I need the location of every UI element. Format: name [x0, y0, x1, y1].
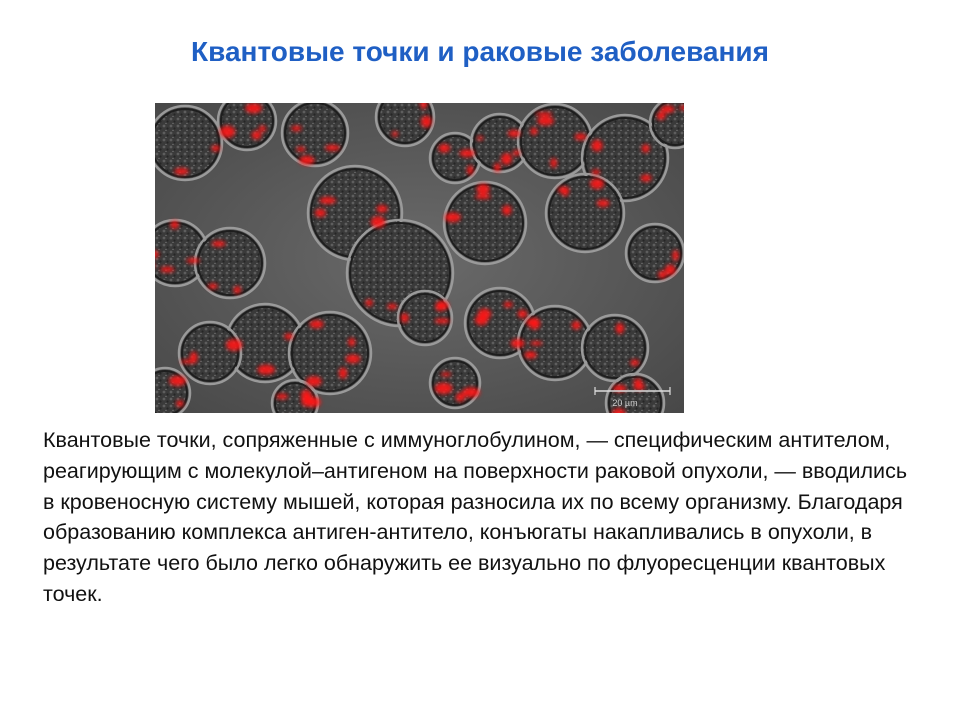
- quantum-dot-fluorescence: [296, 147, 305, 152]
- body-paragraph: Квантовые точки, сопряженные с иммуноглобулином, — специфическим антителом, реагирующим с молекулой–антигеном на поверхности раковой опухоли, — вводились в кровеносную систему мышей, которая разносила их по всему организму. Благодаря образованию комплекса антиген-антитело, конъюгаты накапливались в опухоли, в результате чего было легко обнаружить ее визуально по флуоресценции квантовых точек.: [43, 428, 908, 606]
- quantum-dot-fluorescence: [661, 105, 675, 113]
- cell-micrograph: [155, 103, 684, 413]
- quantum-dot-fluorescence: [462, 387, 480, 397]
- quantum-dot-fluorescence: [590, 178, 604, 189]
- quantum-dot-fluorescence: [477, 136, 484, 140]
- quantum-dot-fluorescence: [439, 144, 451, 153]
- quantum-dot-fluorescence: [291, 126, 302, 132]
- quantum-dot-fluorescence: [494, 163, 501, 172]
- quantum-dot-fluorescence: [259, 126, 266, 132]
- quantum-dot-fluorescence: [502, 205, 511, 215]
- cell: [585, 318, 645, 378]
- quantum-dot-fluorescence: [665, 265, 676, 276]
- quantum-dot-fluorescence: [436, 301, 449, 311]
- quantum-dot-fluorescence: [592, 140, 603, 152]
- quantum-dot-fluorescence: [421, 116, 432, 128]
- quantum-dot-fluorescence: [220, 126, 236, 138]
- microscopy-image: [155, 103, 684, 413]
- quantum-dot-fluorescence: [315, 209, 326, 217]
- quantum-dot-fluorescence: [633, 379, 642, 385]
- quantum-dot-fluorescence: [170, 221, 178, 229]
- quantum-dot-fluorescence: [174, 168, 189, 175]
- quantum-dot-fluorescence: [180, 360, 195, 364]
- quantum-dot-fluorescence: [234, 286, 242, 294]
- quantum-dot-fluorescence: [508, 130, 521, 137]
- quantum-dot-fluorescence: [475, 195, 491, 199]
- quantum-dot-fluorescence: [435, 383, 453, 394]
- cell: [198, 231, 262, 295]
- quantum-dot-fluorescence: [365, 299, 373, 306]
- quantum-dot-fluorescence: [186, 258, 200, 263]
- quantum-dot-fluorescence: [176, 400, 184, 407]
- quantum-dot-fluorescence: [435, 318, 450, 323]
- cell: [285, 103, 345, 163]
- quantum-dot-fluorescence: [301, 390, 312, 400]
- quantum-dot-fluorescence: [348, 338, 355, 347]
- quantum-dot-fluorescence: [504, 302, 513, 308]
- quantum-dot-fluorescence: [526, 318, 539, 326]
- quantum-dot-fluorescence: [310, 320, 324, 328]
- quantum-dot-fluorescence: [376, 205, 387, 213]
- quantum-dot-fluorescence: [441, 372, 451, 376]
- quantum-dot-fluorescence: [524, 351, 537, 358]
- quantum-dot-fluorescence: [550, 158, 557, 168]
- quantum-dot-fluorescence: [169, 376, 186, 386]
- quantum-dot-fluorescence: [387, 304, 397, 310]
- quantum-dot-fluorescence: [558, 187, 570, 194]
- quantum-dot-fluorescence: [212, 241, 226, 247]
- cell: [155, 109, 219, 177]
- slide-title: Квантовые точки и раковые заболевания: [191, 36, 769, 67]
- quantum-dot-fluorescence: [592, 169, 601, 174]
- quantum-dot-fluorescence: [672, 250, 678, 261]
- quantum-dot-fluorescence: [597, 200, 610, 207]
- quantum-dot-fluorescence: [371, 216, 386, 228]
- quantum-dot-fluorescence: [306, 376, 322, 386]
- cell: [182, 325, 238, 381]
- quantum-dot-fluorescence: [467, 165, 473, 175]
- quantum-dot-fluorescence: [319, 197, 336, 204]
- quantum-dot-fluorescence: [325, 145, 340, 151]
- quantum-dot-fluorescence: [641, 175, 652, 182]
- quantum-dot-fluorescence: [392, 131, 398, 136]
- quantum-dot-fluorescence: [575, 133, 587, 140]
- quantum-dot-fluorescence: [252, 131, 262, 140]
- quantum-dot-fluorescence: [513, 150, 521, 156]
- quantum-dot-fluorescence: [226, 339, 242, 351]
- scale-bar-label: 20 µm: [612, 398, 638, 408]
- quantum-dot-fluorescence: [211, 145, 220, 151]
- quantum-dot-fluorescence: [572, 321, 581, 329]
- quantum-dot-fluorescence: [511, 339, 525, 348]
- quantum-dot-fluorescence: [536, 112, 553, 116]
- cell: [433, 361, 477, 405]
- quantum-dot-fluorescence: [456, 393, 465, 402]
- quantum-dot-fluorescence: [616, 323, 624, 334]
- cell: [292, 315, 368, 391]
- quantum-dot-fluorescence: [339, 368, 347, 379]
- quantum-dot-fluorescence: [445, 213, 461, 223]
- quantum-dot-fluorescence: [276, 394, 288, 400]
- quantum-dot-fluorescence: [460, 149, 475, 157]
- quantum-dot-fluorescence: [346, 354, 361, 363]
- quantum-dot-fluorescence: [642, 144, 650, 152]
- quantum-dot-fluorescence: [530, 341, 542, 345]
- quantum-dot-fluorescence: [299, 156, 314, 165]
- quantum-dot-fluorescence: [401, 313, 409, 323]
- quantum-dot-fluorescence: [284, 333, 293, 339]
- quantum-dot-fluorescence: [245, 103, 262, 113]
- quantum-dot-fluorescence: [501, 153, 512, 165]
- quantum-dot-fluorescence: [657, 112, 666, 120]
- quantum-dot-fluorescence: [530, 128, 537, 136]
- quantum-dot-fluorescence: [477, 184, 490, 195]
- quantum-dot-fluorescence: [160, 267, 174, 273]
- quantum-dot-fluorescence: [630, 359, 639, 366]
- quantum-dot-fluorescence: [478, 309, 491, 320]
- quantum-dot-fluorescence: [537, 116, 554, 125]
- quantum-dot-fluorescence: [258, 365, 275, 375]
- quantum-dot-fluorescence: [208, 283, 218, 289]
- quantum-dot-fluorescence: [518, 310, 528, 318]
